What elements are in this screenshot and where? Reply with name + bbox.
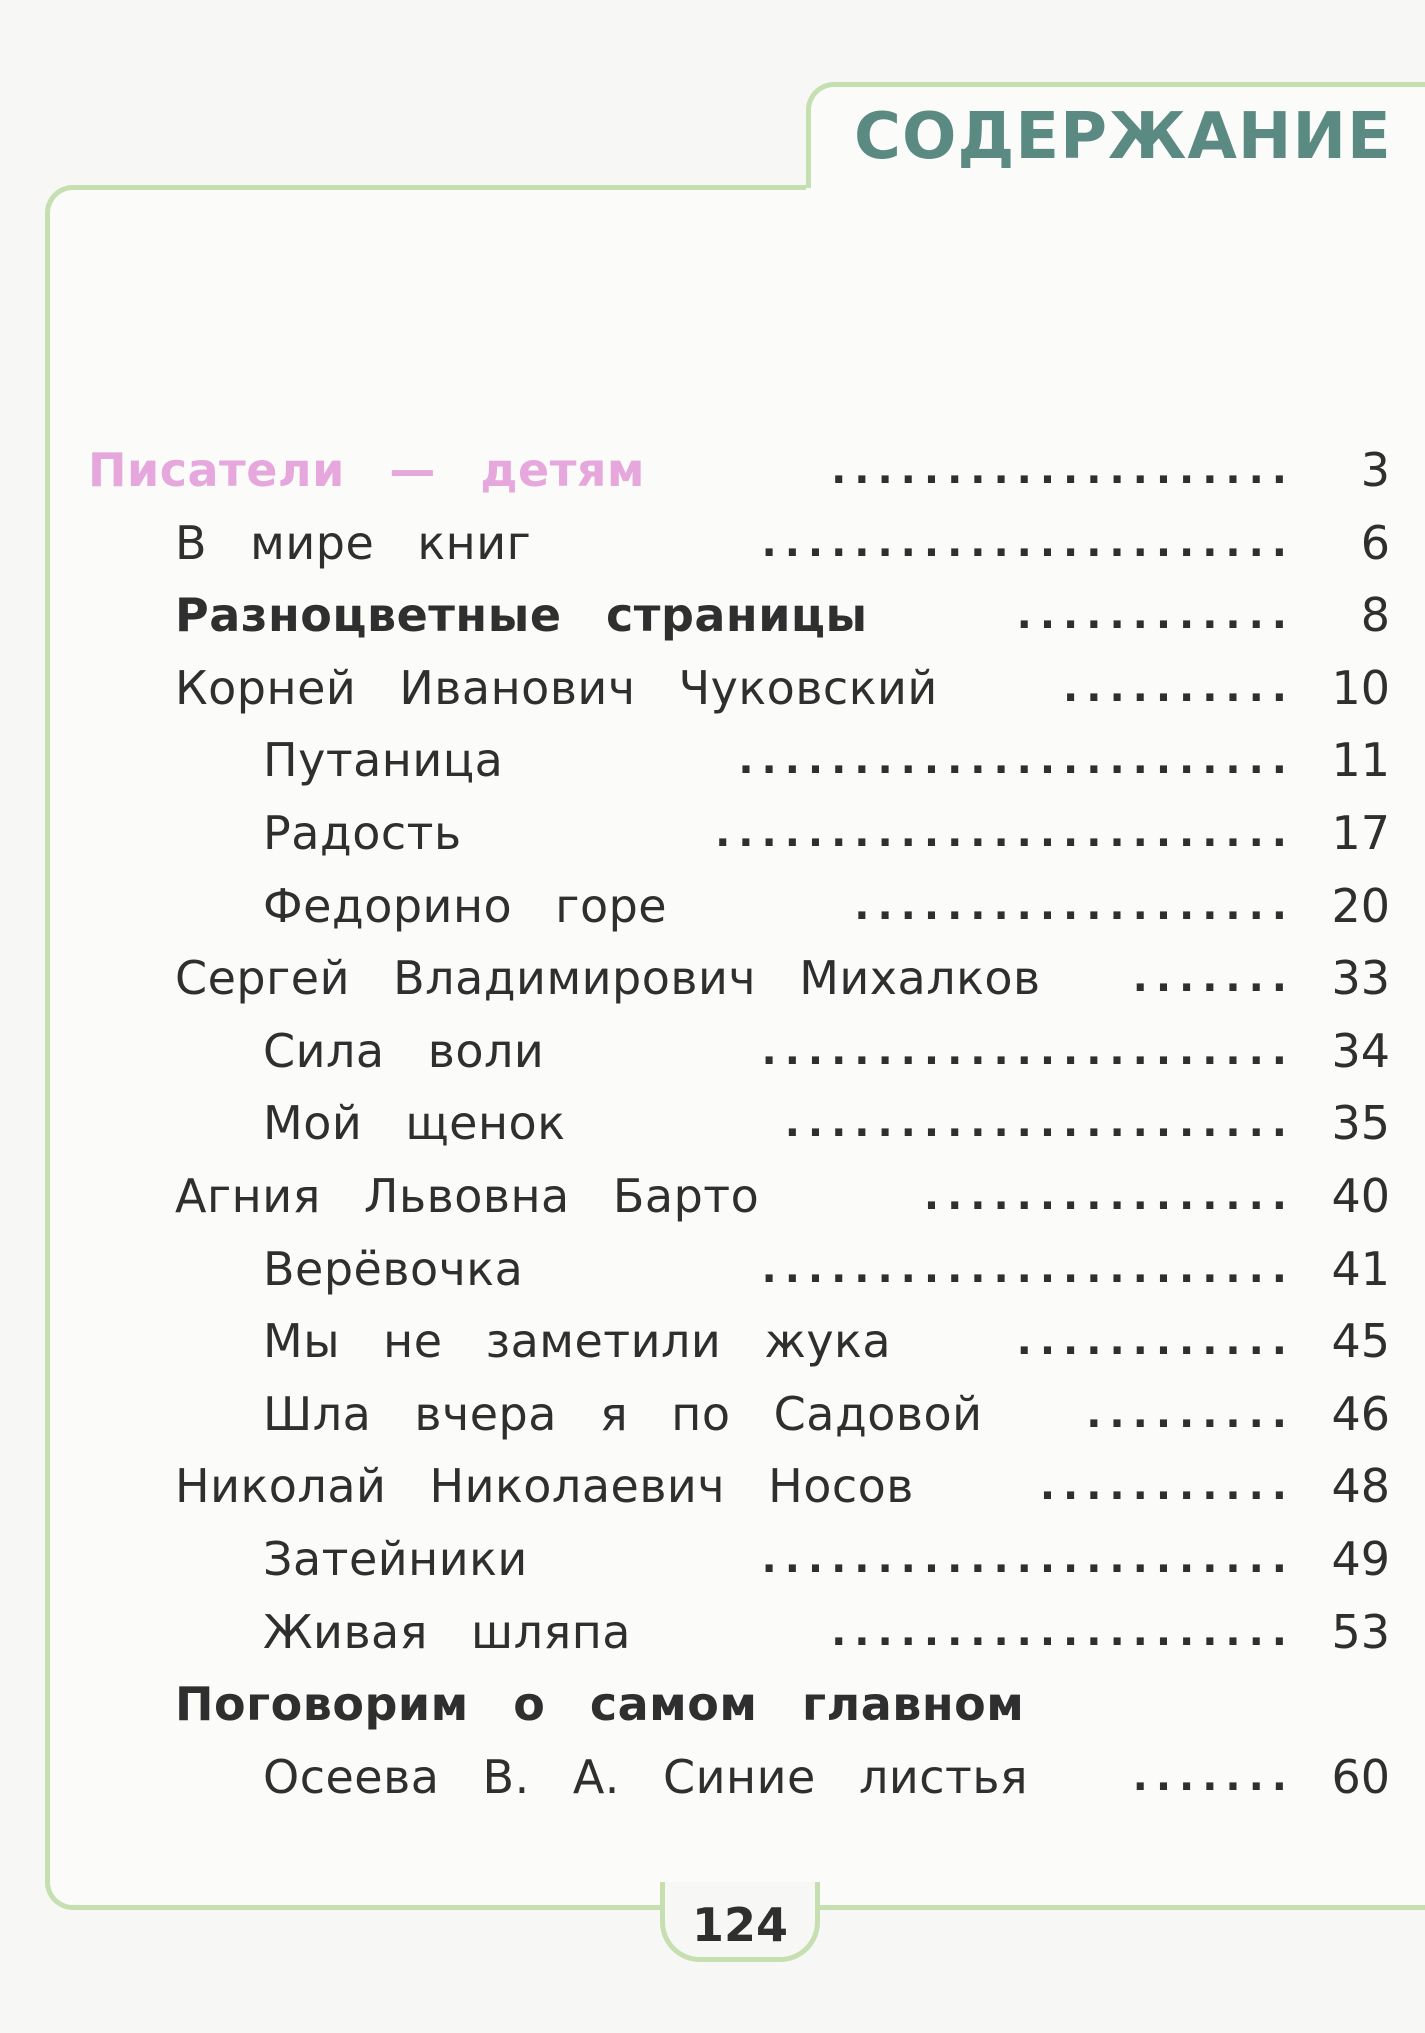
toc-entry [263, 1015, 1295, 1087]
leader-dots: ......................... [715, 810, 1295, 856]
toc-entry [263, 1087, 1295, 1159]
toc-entry-title: Поговорим о самом главном [175, 1677, 1025, 1731]
leader-dots: ............ [1016, 592, 1295, 638]
toc-entry-title: Затейники [263, 1532, 528, 1586]
toc-entry-page: 48 [1331, 1459, 1390, 1513]
toc-entry-title: Осеева В. А. Синие листья [263, 1750, 1029, 1804]
page-number: 124 [691, 1898, 789, 1952]
toc-entry-title: Федорино горе [263, 879, 668, 933]
toc-entry-title: Радость [263, 806, 462, 860]
toc-entry-title: Верёвочка [263, 1242, 524, 1296]
toc-entry-page: 20 [1331, 879, 1390, 933]
toc-entry-title: Шла вчера я по Садовой [263, 1387, 983, 1441]
toc-entry-page: 3 [1360, 443, 1390, 497]
toc-entry [263, 1741, 1295, 1813]
toc-entry [175, 1160, 1295, 1232]
toc-entry-page: 33 [1331, 951, 1390, 1005]
toc-entry [175, 507, 1295, 579]
leader-dots: .................... [831, 1609, 1295, 1655]
leader-dots: ........... [1039, 1463, 1295, 1509]
toc-entry [175, 579, 1295, 651]
toc-entry [263, 1305, 1295, 1377]
toc-entry-title: В мире книг [175, 516, 532, 570]
leader-dots: .................... [831, 447, 1295, 493]
toc-entry-page: 60 [1331, 1750, 1390, 1804]
toc-entry [263, 870, 1295, 942]
page-title: СОДЕРЖАНИЕ [854, 100, 1392, 174]
toc-entry-page: 41 [1331, 1242, 1390, 1296]
toc-entry-page: 46 [1331, 1387, 1390, 1441]
toc-entry-title: Писатели — детям [88, 443, 645, 497]
toc-entry-title: Мой щенок [263, 1096, 566, 1150]
toc-entry-page: 40 [1331, 1169, 1390, 1223]
leader-dots: ............ [1016, 1318, 1295, 1364]
toc-entry-title: Сила воли [263, 1024, 545, 1078]
toc-entry-title: Агния Львовна Барто [175, 1169, 760, 1223]
toc-entry-page: 45 [1331, 1314, 1390, 1368]
toc-entry [175, 1668, 1295, 1740]
leader-dots: ...................... [784, 1100, 1295, 1146]
toc-entry [175, 1450, 1295, 1522]
toc-entry [175, 652, 1295, 724]
toc-entry-page: 6 [1360, 516, 1390, 570]
toc-entry-title: Живая шляпа [263, 1605, 631, 1659]
toc-entry-page: 49 [1331, 1532, 1390, 1586]
toc-entry-title: Мы не заметили жука [263, 1314, 892, 1368]
toc-entry-title: Путаница [263, 733, 504, 787]
toc-entry-page: 11 [1331, 733, 1390, 787]
toc-entry [263, 1233, 1295, 1305]
leader-dots: ....... [1132, 955, 1295, 1001]
toc-entry-page: 17 [1331, 806, 1390, 860]
toc-entry [175, 942, 1295, 1014]
toc-entry [263, 1523, 1295, 1595]
leader-dots: ................... [854, 883, 1295, 929]
toc-entry-page: 34 [1331, 1024, 1390, 1078]
toc-entry-page: 53 [1331, 1605, 1390, 1659]
toc-entry [88, 434, 1295, 506]
leader-dots: ........................ [738, 737, 1295, 783]
leader-dots: ................ [923, 1173, 1295, 1219]
toc-entry-title: Корней Иванович Чуковский [175, 661, 938, 715]
leader-dots: ......... [1086, 1391, 1295, 1437]
toc-entry [263, 724, 1295, 796]
leader-dots: ....................... [761, 1536, 1295, 1582]
toc-entry [263, 1596, 1295, 1668]
toc-entry [263, 797, 1295, 869]
toc-entry-title: Разноцветные страницы [175, 588, 868, 642]
leader-dots: ....................... [761, 520, 1295, 566]
toc-entry-page: 8 [1360, 588, 1390, 642]
leader-dots: .......... [1063, 665, 1295, 711]
leader-dots: ....... [1132, 1754, 1295, 1800]
toc-entry [263, 1378, 1295, 1450]
leader-dots: ....................... [761, 1028, 1295, 1074]
toc-entry-page: 10 [1331, 661, 1390, 715]
leader-dots: ....................... [761, 1246, 1295, 1292]
toc-entry-page: 35 [1331, 1096, 1390, 1150]
toc-entry-title: Николай Николаевич Носов [175, 1459, 914, 1513]
toc-entry-title: Сергей Владимирович Михалков [175, 951, 1041, 1005]
